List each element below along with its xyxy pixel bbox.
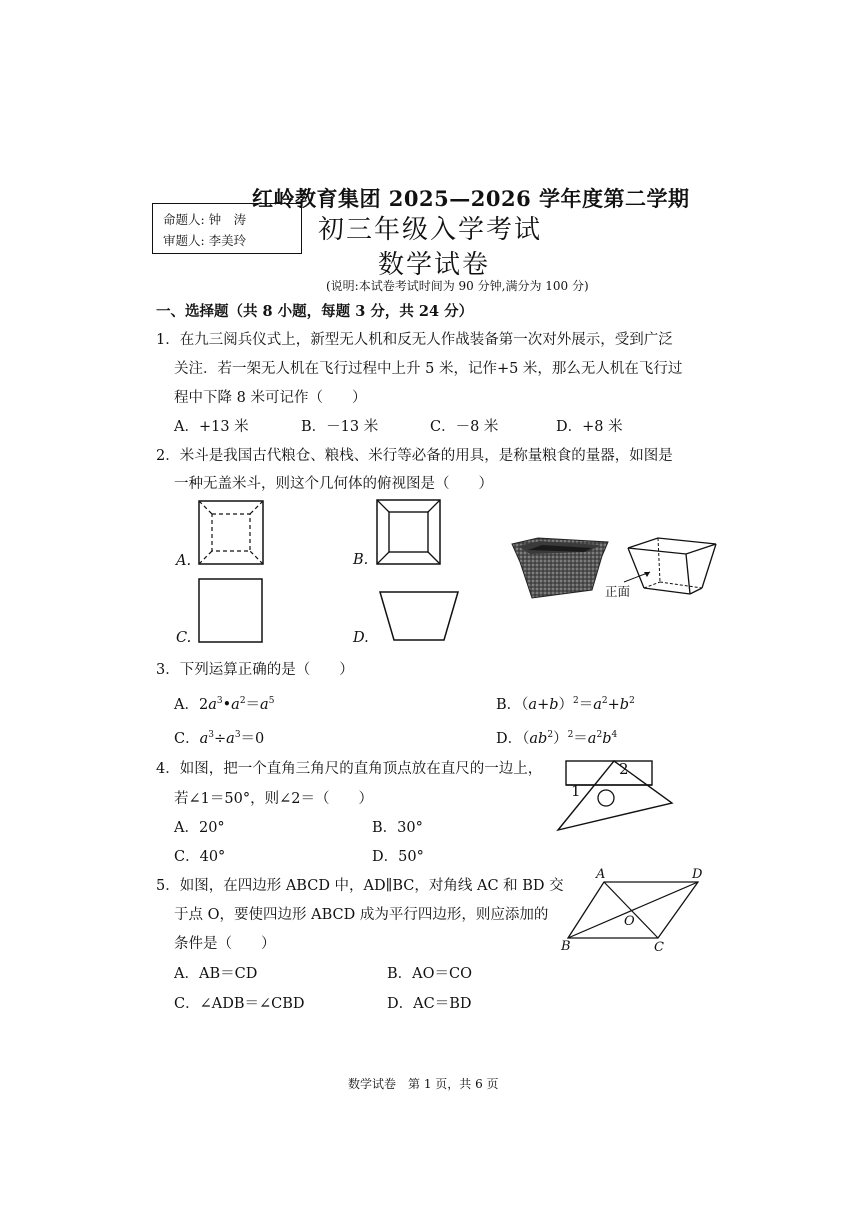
page-footer: 数学试卷 第 1 页，共 6 页 (348, 1077, 499, 1091)
q4-option-d: D．50° (372, 849, 424, 865)
q5-quadrilateral-figure (566, 878, 702, 942)
section-heading: 一、选择题（共 8 小题，每题 3 分，共 24 分） (156, 303, 474, 320)
q3-option-b: B．$(a+b)^2=a^2+b^2$ (496, 696, 635, 713)
q4-option-b: B．30° (372, 820, 423, 836)
exam-title-line1: 红岭教育集团 2025—2026 学年度第二学期 (252, 186, 690, 211)
q1-option-b: B．－13 米 (301, 419, 379, 435)
q2-option-a-label: A. (176, 553, 192, 569)
rice-measure-photo (508, 536, 612, 602)
q4-line2: 若∠1＝50°，则∠2＝（ ） (174, 791, 373, 807)
q4-option-a: A．20° (174, 820, 225, 836)
q1-line3: 程中下降 8 米可记作（ ） (174, 390, 367, 406)
q5-point-d: D (692, 867, 703, 882)
q1-option-d: D．+8 米 (556, 419, 623, 435)
q4-option-c: C．40° (174, 849, 226, 865)
q4-angle-1-label: 1 (571, 782, 581, 800)
q3-option-a-prefix: A．2 (174, 697, 209, 713)
author-box (152, 203, 302, 254)
q3-option-c-prefix: C． (174, 731, 200, 747)
q2-line2: 一种无盖米斗，则这个几何体的俯视图是（ ） (174, 476, 493, 492)
q3-option-d-prefix: D．（ (496, 731, 530, 747)
exam-note: (说明:本试卷考试时间为 90 分钟,满分为 100 分) (326, 279, 589, 293)
front-view-label: 正面 (605, 584, 631, 599)
q2-option-b-label: B. (353, 552, 369, 568)
q2-line1: 2．米斗是我国古代粮仓、粮栈、米行等必备的用具，是称量粮食的量器，如图是 (156, 448, 673, 464)
q2-option-b-figure (376, 499, 442, 567)
q2-option-a-figure (198, 500, 266, 566)
q3-stem: 3．下列运算正确的是（ ） (156, 662, 354, 678)
q5-line3: 条件是（ ） (174, 936, 276, 952)
q4-line1: 4．如图，把一个直角三角尺的直角顶点放在直尺的一边上， (156, 761, 543, 777)
q5-option-d: D．AC＝BD (387, 996, 472, 1012)
q4-angle-2-label: 2 (619, 760, 629, 778)
q3-option-d: D．$(ab^2)^2=a^2b^4$ (496, 730, 618, 747)
q5-option-c: C．∠ADB＝∠CBD (174, 996, 305, 1012)
exam-title-line2: 初三年级入学考试 (318, 215, 543, 245)
q1-option-a: A．+13 米 (174, 419, 249, 435)
reviewer-label: 审题人: 李美玲 (163, 233, 247, 248)
q5-point-a: A (596, 867, 606, 882)
q5-line2: 于点 O，要使四边形 ABCD 成为平行四边形，则应添加的 (174, 907, 549, 923)
q3-option-c: C．$a^3\div a^3=0$ (174, 730, 265, 747)
exam-title-line3: 数学试卷 (378, 250, 491, 280)
q5-option-b: B．AO＝CO (387, 966, 472, 982)
q5-option-a: A．AB＝CD (174, 966, 258, 982)
q2-option-d-figure (378, 590, 460, 642)
q3-option-a: A．$2a^3•a^2=a^5$ (174, 696, 275, 713)
q1-line1: 1．在九三阅兵仪式上，新型无人机和反无人作战装备第一次对外展示，受到广泛 (156, 332, 673, 348)
q2-option-d-label: D. (353, 630, 369, 646)
rice-measure-wireframe (626, 536, 718, 598)
q5-point-o: O (624, 914, 635, 929)
q3-option-b-prefix: B．（ (496, 697, 529, 713)
q2-option-c-label: C. (176, 630, 192, 646)
q5-point-c: C (654, 940, 664, 955)
q1-line2: 关注．若一架无人机在飞行过程中上升 5 米，记作+5 米，那么无人机在飞行过 (174, 361, 683, 377)
q5-line1: 5．如图，在四边形 ABCD 中，AD∥BC，对角线 AC 和 BD 交 (156, 878, 564, 894)
q5-point-b: B (561, 939, 571, 954)
q1-option-c: C．－8 米 (430, 419, 499, 435)
q2-option-c-figure (198, 578, 264, 644)
setter-label: 命题人: 钟 涛 (163, 212, 247, 227)
